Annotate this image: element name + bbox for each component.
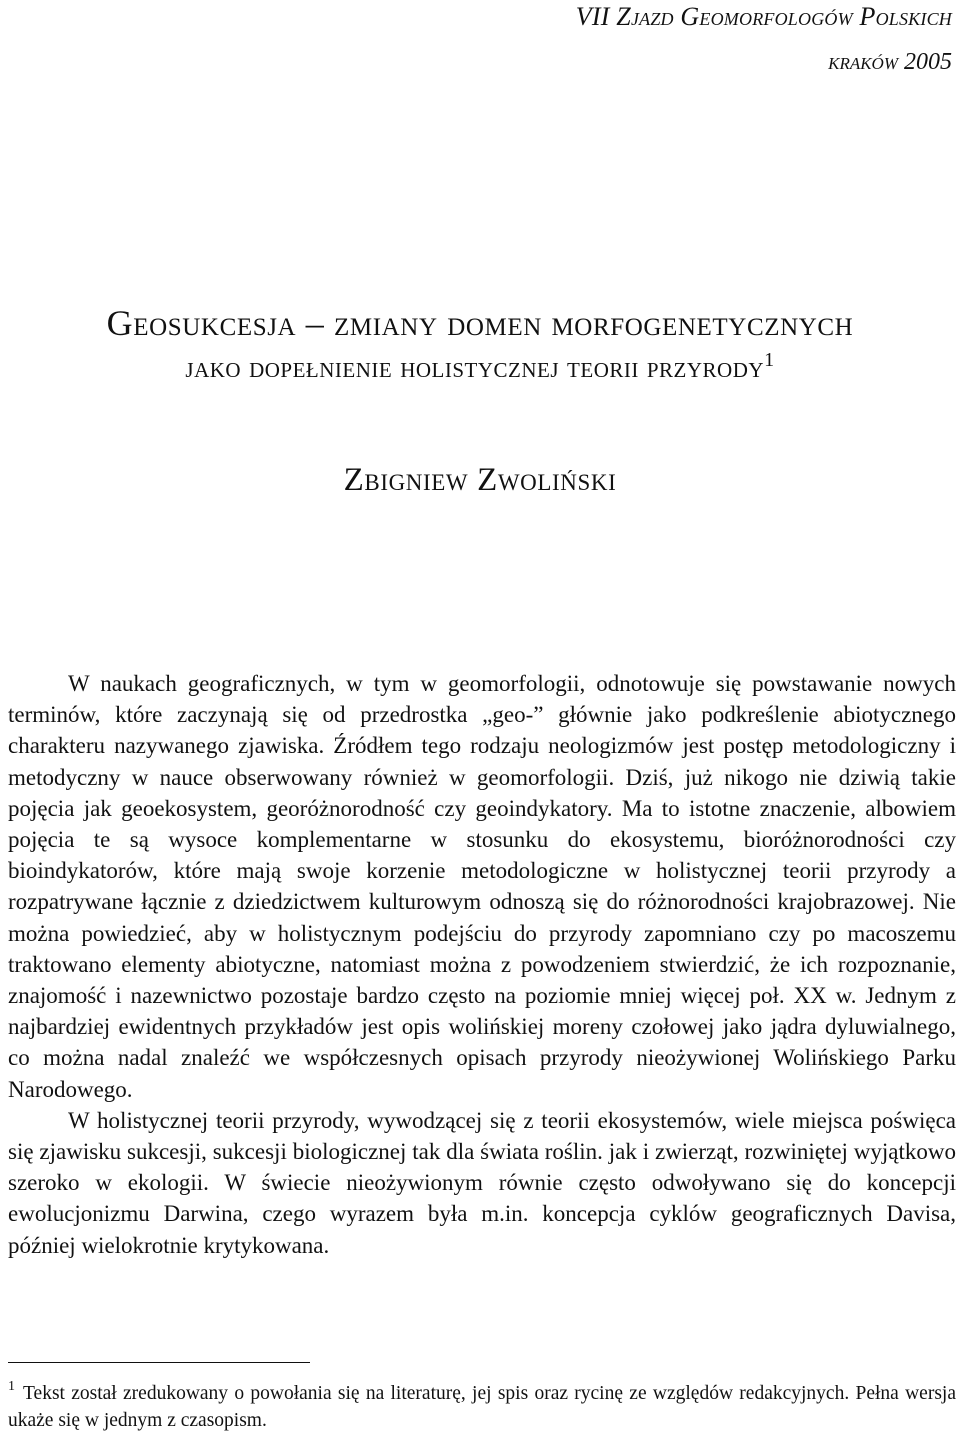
footnote-text: Tekst został zredukowany o powołania się na literaturę, jej spis oraz rycinę ze względów redakcyjnych. Pełna wersja ukaże się w jednym z czasopism. [8,1383,956,1431]
paragraph-2: W holistycznej teorii przyrody, wywodzącej się z teorii ekosystemów, wiele miejsca poświęca się zjawisku sukcesji, sukcesji biologicznej tak dla świata roślin. jak i zwierząt, rozwiniętej wyjątkowo szeroko w ekologii. W świecie nieożywionym równie często odwoływano się do koncepcji ewolucjonizmu Darwina, czego wyrazem była m.in. koncepcja cyklów geograficznych Davisa, później wielokrotnie krytykowana. [8,1107,956,1258]
title-footnote-ref: 1 [764,349,775,371]
article-title [0,300,960,390]
conference-place-year: kraków 2005 [828,49,952,75]
title-line-1: Geosukcesja – zmiany domen morfogenetycznych [106,303,854,343]
footnote [8,1380,956,1434]
title-line-2-text: jako dopełnienie holistycznej teorii przyrody [185,351,765,384]
footnote-mark: 1 [8,1379,15,1394]
running-header [576,0,952,76]
author-name: Zbigniew Zwoliński [343,462,617,498]
footnote-separator [8,1362,310,1363]
paragraph-1: W naukach geograficznych, w tym w geomorfologii, odnotowuje się powstawanie nowych terminów, które zaczynają się od przedrostka „geo-” głównie jako podkreślenie abiotycznego charakteru nazywanego zjawiska. Źródłem tego rodzaju neologizmów jest postęp metodologiczny i metodyczny w nauce obserwowany również w geomorfologii. Dziś, już nikogo nie dziwią takie pojęcia jak geoekosystem, georóżnorodność czy geoindykatory. Ma to istotne znaczenie, albowiem pojęcia te są wysoce komplementarne w stosunku do ekosystemu, bioróżnorodności czy bioindykatorów, które mają swoje korzenie metodologiczne w holistycznej teorii przyrody a rozpatrywane łącznie z dziedzictwem kulturowym odnoszą się do różnorodności krajobrazowej. Nie można powiedzieć, aby w holistycznym podejściu do przyrody zapomniano czy po macoszemu traktowano elementy abiotyczne, natomiast można z powodzeniem stwierdzić, że ich rozpoznanie, znajomość i nazewnictwo pozostaje bardzo często na poziomie mniej więcej poł. XX w. Jednym z najbardziej ewidentnych przykładów jest opis wolińskiej moreny czołowej jako jądra dyluwialnego, co można nadal znaleźć we współczesnych opisach przyrody nieożywionej Wolińskiego Parku Narodowego. [8,671,956,1102]
title-line-2 [0,346,960,390]
body-text [8,668,956,1261]
conference-name: VII Zjazd Geomorfologów Polskich [575,2,952,31]
